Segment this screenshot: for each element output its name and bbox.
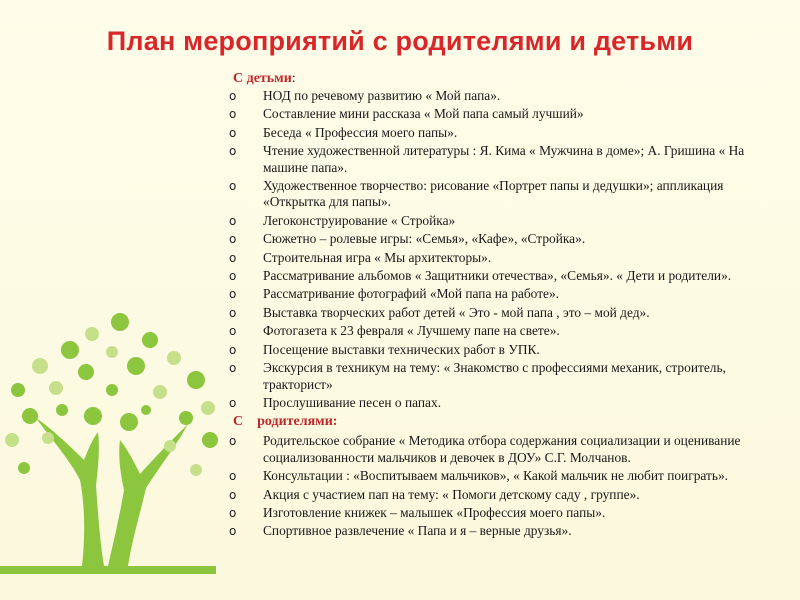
- list-item: [228, 106, 788, 122]
- list-item-text: Строительная игра « Мы архитекторы».: [263, 249, 492, 265]
- circle-bullet-icon: o: [229, 125, 237, 140]
- list-item: [228, 178, 788, 211]
- ground-line: [0, 566, 216, 574]
- circle-bullet-icon: o: [229, 287, 237, 302]
- list-item: [228, 250, 788, 266]
- circle-bullet-icon: o: [229, 434, 237, 449]
- list-item: [228, 360, 788, 393]
- activity-plan: [228, 70, 788, 542]
- circle-bullet-icon: o: [229, 305, 237, 320]
- page-title: План мероприятий с родителями и детьми: [106, 26, 694, 56]
- list-item-text: Беседа « Профессия моего папы».: [263, 124, 458, 140]
- section-heading-parents: [228, 413, 788, 431]
- list-item-text: Посещение выставки технических работ в УПК.: [263, 341, 540, 357]
- list-item-text: Рассматривание альбомов « Защитники отечества», «Семья». « Дети и родители».: [263, 268, 732, 284]
- list-item: [228, 323, 788, 339]
- figure-bodies: [36, 407, 188, 572]
- circle-bullet-icon: o: [229, 469, 237, 484]
- section-heading-children: [228, 70, 788, 88]
- children-activities-list: [228, 88, 788, 411]
- circle-bullet-icon: o: [229, 324, 237, 339]
- circle-bullet-icon: o: [229, 250, 237, 265]
- list-item-text: Выставка творческих работ детей « Это - мой папа , это – мой дед».: [263, 304, 650, 320]
- list-item: [228, 125, 788, 141]
- list-item: [228, 231, 788, 247]
- circle-bullet-icon: o: [229, 361, 237, 376]
- list-item-text: Консультации : «Воспитываем мальчиков», « Какой мальчик не любит поиграть».: [263, 468, 729, 484]
- list-item: [228, 487, 788, 503]
- list-item-text: Фотогазета к 23 февраля « Лучшему папе на свете».: [263, 323, 560, 339]
- list-item: [228, 523, 788, 539]
- list-item-text: Спортивное развлечение « Папа и я – верные друзья».: [263, 523, 572, 539]
- list-item-text: Легоконструирование « Стройка»: [263, 212, 456, 228]
- list-item-text: Изготовление книжек – малышек «Профессия моего папы».: [263, 504, 606, 520]
- list-item-text: Родительское собрание « Методика отбора содержания социализации и оценивание социализованности мальчиков и девочек в ДОУ» С.Г. Молчанов.: [263, 433, 741, 465]
- circle-bullet-icon: o: [229, 144, 237, 159]
- list-item-text: Чтение художественной литературы : Я. Кима « Мужчина в доме»; А. Гришина « На машине папа».: [263, 143, 745, 175]
- list-item: [228, 433, 788, 466]
- circle-bullet-icon: o: [229, 342, 237, 357]
- list-item: [228, 505, 788, 521]
- circle-bullet-icon: o: [229, 232, 237, 247]
- list-item: [228, 395, 788, 411]
- list-item: [228, 305, 788, 321]
- list-item: [228, 468, 788, 484]
- list-item-text: Акция с участием пап на тему: « Помоги детскому саду , группе».: [263, 486, 640, 502]
- circle-bullet-icon: o: [229, 505, 237, 520]
- list-item-text: НОД по речевому развитию « Мой папа».: [263, 88, 501, 103]
- list-item: [228, 286, 788, 302]
- list-item: [228, 88, 788, 104]
- circle-bullet-icon: o: [229, 89, 237, 103]
- list-item-text: Экскурсия в техникум на тему: « Знакомство с профессиями механик, строитель, тракторист»: [263, 360, 726, 392]
- circle-bullet-icon: o: [229, 179, 237, 194]
- circle-bullet-icon: o: [229, 524, 237, 539]
- list-item-text: Рассматривание фотографий «Мой папа на работе».: [263, 286, 560, 302]
- circle-bullet-icon: o: [229, 395, 237, 410]
- list-item-text: Сюжетно – ролевые игры: «Семья», «Кафе», «Стройка».: [263, 231, 586, 247]
- list-item-text: Художественное творчество: рисование «Портрет папы и дедушки»; аппликация «Открытка для папы».: [263, 178, 724, 210]
- section-heading-children-text: С детьми: [233, 71, 292, 86]
- circle-bullet-icon: o: [229, 487, 237, 502]
- circle-bullet-icon: o: [229, 213, 237, 228]
- list-item-text: Прослушивание песен о папах.: [263, 394, 442, 410]
- parents-activities-list: [228, 433, 788, 539]
- tree-family-icon: [0, 300, 226, 600]
- circle-bullet-icon: o: [229, 269, 237, 284]
- list-item-text: Составление мини рассказа « Мой папа самый лучший»: [263, 106, 584, 122]
- list-item: [228, 143, 788, 176]
- leaves: [5, 313, 218, 476]
- list-item: [228, 342, 788, 358]
- section-heading-parents-word: родителями:: [257, 414, 338, 430]
- list-item: [228, 213, 788, 229]
- circle-bullet-icon: o: [229, 107, 237, 122]
- section-heading-parents-letter: С: [233, 414, 244, 430]
- list-item: [228, 268, 788, 284]
- section-heading-children-colon: :: [291, 71, 296, 86]
